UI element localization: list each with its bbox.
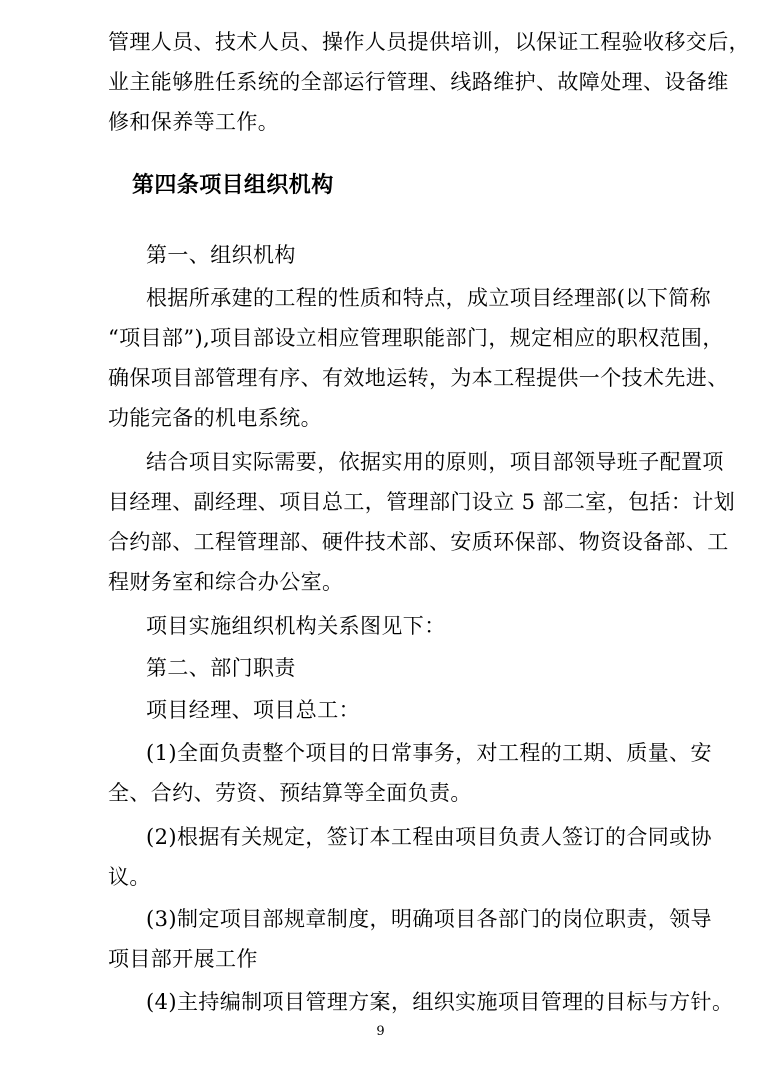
paragraph-line: 管理人员、技术人员、操作人员提供培训，以保证工程验收移交后， [108,30,750,54]
paragraph-line: 业主能够胜任系统的全部运行管理、线路维护、故障处理、设备维 [108,70,729,94]
page-number: 9 [376,1024,385,1039]
list-item: (3)制定项目部规章制度，明确项目各部门的岗位职责，领导 [146,907,712,931]
paragraph-line: 项目实施组织机构关系图见下： [146,614,446,638]
paragraph-line: 根据所承建的工程的性质和特点，成立项目经理部(以下简称 [146,286,711,310]
list-item-continuation: 项目部开展工作 [108,947,258,971]
list-item-continuation: 全、合约、劳资、预结算等全面负责。 [108,781,472,805]
paragraph-line: “项目部”),项目部设立相应管理职能部门，规定相应的职权范围， [108,326,724,350]
list-item: (2)根据有关规定，签订本工程由项目负责人签订的合同或协 [146,825,712,849]
paragraph-line: 程财务室和综合办公室。 [108,570,344,594]
list-item-continuation: 议。 [108,865,151,889]
paragraph-line: 目经理、副经理、项目总工，管理部门设立 5 部二室，包括：计划 [108,490,736,514]
paragraph-line: 功能完备的机电系统。 [108,406,322,430]
list-item: (4)主持编制项目管理方案，组织实施项目管理的目标与方针。 [146,990,734,1014]
paragraph-line: 结合项目实际需要，依据实用的原则，项目部领导班子配置项 [146,450,724,474]
paragraph-line: 修和保养等工作。 [108,110,280,134]
subsection-title: 第二、部门职责 [146,656,296,680]
paragraph-line: 确保项目部管理有序、有效地运转，为本工程提供一个技术先进、 [108,366,729,390]
paragraph-line: 项目经理、项目总工： [146,698,360,722]
section-heading: 第四条项目组织机构 [132,172,334,198]
subsection-title: 第一、组织机构 [146,243,296,267]
list-item: (1)全面负责整个项目的日常事务，对工程的工期、质量、安 [146,741,712,765]
paragraph-line: 合约部、工程管理部、硬件技术部、安质环保部、物资设备部、工 [108,530,729,554]
